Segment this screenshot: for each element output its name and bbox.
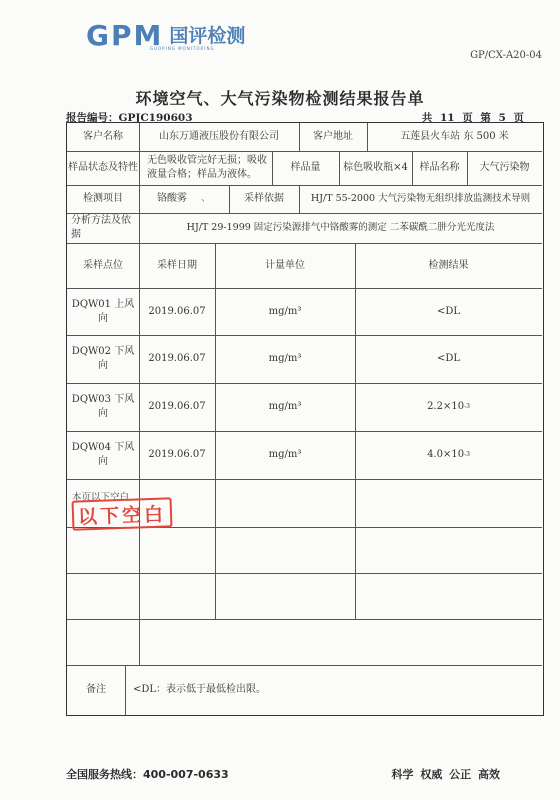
table-row-2-result: <DL [436,353,461,364]
test-item-text: 铬酸雾 [157,193,187,204]
slogan: 科学 权威 公正 高效 [391,768,500,781]
table-row-4-unit: mg/m³ [268,449,302,460]
logo-subtitle: GUOPING MONITORING [150,46,215,51]
report-title: 环境空气、大气污染物检测结果报告单 [135,89,425,108]
client-address-value: 五莲县火车站 东 500 米 [400,131,509,142]
column-header-result: 检测结果 [428,259,469,271]
client-address-label: 客户地址 [313,131,353,142]
blank-stamp [72,497,173,530]
analysis-method-label: 分析方法及依据 [71,215,131,240]
sample-quantity-label: 样品量 [290,162,321,173]
sample-name-label: 样品名称 [419,162,460,173]
table-row-3-unit: mg/m³ [268,401,302,412]
remark-value: <DL：表示低于最低检出限。 [133,684,267,695]
result-base: 4.0×10 [427,449,465,460]
remark-label: 备注 [86,684,106,695]
result-base: 2.2×10 [427,401,465,412]
sampling-basis-label: 采样依据 [244,193,284,204]
table-row-1-unit: mg/m³ [268,305,302,317]
analysis-method-value: HJ/T 29-1999 固定污染源排气中铬酸雾的测定 二苯碳酰二肼分光光度法 [186,222,495,233]
stamp-text: 以下空白 [77,502,167,529]
sample-state-value: 无色吸收管完好无损；吸收液量合格；样品为液体。 [147,155,267,180]
table-row-3-point: DQW03 下风向 [71,394,135,419]
table-row-1-point: DQW01 上风向 [71,298,135,324]
page-count: 共 11 页 第 5 页 [421,112,524,124]
sample-quantity-value: 棕色吸收瓶×4 [343,162,408,173]
table-row-4-point: DQW04 下风向 [71,442,135,467]
sample-name-value: 大气污染物 [479,162,530,173]
table-row-2-date: 2019.06.07 [148,353,206,364]
result-exponent: -3 [464,451,470,458]
blank-note: 本页以下空白 [72,492,130,503]
table-row-4-result [355,431,542,479]
sampling-basis-value: HJ/T 55-2000 大气污染物无组织排放监测技术导则 [310,193,531,204]
report-table [66,122,544,716]
service-hotline: 全国服务热线：400-007-0633 [66,768,229,781]
test-item-mark: 、 [201,193,211,204]
client-name-value: 山东万通液压股份有限公司 [159,131,279,142]
table-row-3-result [355,383,542,431]
table-row-2-point: DQW02 下风向 [71,346,135,371]
table-row-2-unit: mg/m³ [268,353,302,364]
test-item-value [139,185,229,213]
column-header-unit: 计量单位 [265,259,305,271]
document-number: GP/CX-A20-04 [470,50,542,61]
sample-state-label: 样品状态及特性 [68,162,138,173]
column-header-date: 采样日期 [157,259,197,271]
logo-mark: GPM [86,19,164,52]
table-row-3-date: 2019.06.07 [148,401,206,412]
logo-chinese-name: 国评检测 [169,25,246,47]
client-name-label: 客户名称 [83,131,123,142]
table-row-4-date: 2019.06.07 [148,449,206,460]
result-exponent: -3 [464,403,470,410]
table-row-1-date: 2019.06.07 [148,305,206,317]
report-number: 报告编号：GPJC190603 [66,112,193,124]
column-header-point: 采样点位 [83,259,123,271]
test-item-label: 检测项目 [83,193,123,204]
table-row-1-result: <DL [436,305,461,317]
